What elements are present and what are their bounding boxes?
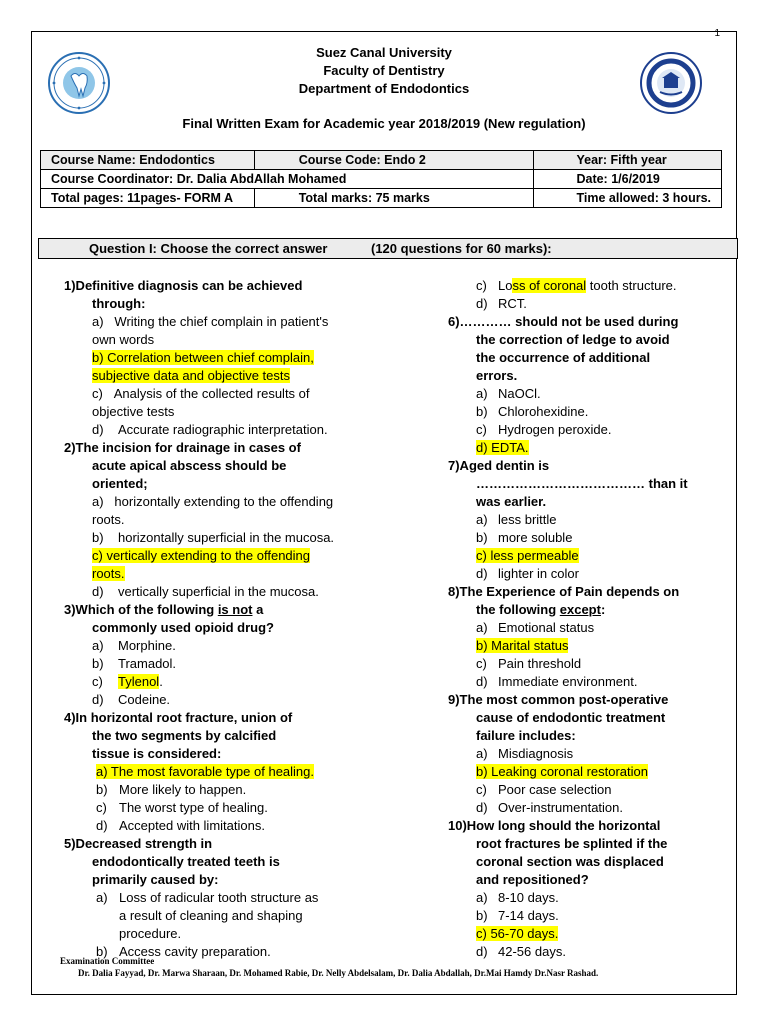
section-subtitle: (120 questions for 60 marks):: [371, 241, 552, 256]
question-4: [64, 709, 380, 835]
option-b-correct: b) Marital status: [476, 638, 569, 653]
option-a: a) NaOCl.: [476, 386, 541, 401]
question-stem: 1)Definitive diagnosis can be achieved through:: [64, 278, 303, 311]
option-b: b) More likely to happen.: [96, 782, 247, 797]
total-pages-cell: Total pages: 11pages- FORM A: [41, 189, 255, 208]
option-a: a) Emotional status: [476, 620, 595, 635]
option-a: a) Misdiagnosis: [476, 746, 574, 761]
option-b: b) Access cavity preparation.: [96, 944, 271, 959]
option-d: d) 42-56 days.: [476, 944, 566, 959]
time-allowed-cell: Time allowed: 3 hours.: [534, 189, 722, 208]
option-c-correct: c) vertically extending to the offending: [92, 548, 311, 563]
option-d: d) lighter in color: [476, 566, 579, 581]
option-a-cont: roots.: [92, 512, 125, 527]
university-header: [150, 44, 618, 98]
exam-title: Final Written Exam for Academic year 2018/2019 (New regulation): [182, 116, 586, 131]
option-list: [448, 889, 720, 961]
option-c-cont: objective tests: [92, 404, 175, 419]
year-cell: Year: Fifth year: [534, 151, 722, 170]
option-a-cont: procedure.: [119, 926, 182, 941]
table-row: [41, 151, 722, 170]
course-info-table: [40, 150, 722, 208]
question-5-continued: [448, 277, 720, 313]
option-a: a) Loss of radicular tooth structure as: [96, 890, 319, 905]
option-list: [448, 385, 720, 457]
option-b-cont: subjective data and objective tests: [92, 368, 291, 383]
option-list: [448, 745, 720, 817]
faculty-of-dentistry-logo-icon: [48, 52, 110, 114]
right-column: [448, 277, 720, 961]
option-d: d) Accurate radiographic interpretation.: [92, 422, 328, 437]
option-a-correct: a) The most favorable type of healing.: [96, 764, 314, 779]
option-d-correct: d) EDTA.: [476, 440, 529, 455]
question-8: [448, 583, 720, 691]
option-b: b) Tramadol.: [92, 656, 177, 671]
option-d: d) vertically superficial in the mucosa.: [92, 584, 319, 599]
table-row: [41, 189, 722, 208]
section-label: Question I: Choose the correct answer: [89, 241, 328, 256]
option-d: d) RCT.: [476, 296, 527, 311]
option-c-correct: c) 56-70 days.: [476, 926, 559, 941]
option-c: c) Analysis of the collected results of: [92, 386, 310, 401]
date-cell: Date: 1/6/2019: [534, 170, 722, 189]
faculty-name: Faculty of Dentistry: [323, 63, 445, 78]
option-list: [64, 889, 380, 961]
option-b: b) more soluble: [476, 530, 573, 545]
option-a-cont: a result of cleaning and shaping: [119, 908, 303, 923]
total-marks-cell: Total marks: 75 marks: [254, 189, 534, 208]
option-b-correct: b) Correlation between chief complain,: [92, 350, 314, 365]
option-list: [64, 493, 380, 601]
question-stem: 5)Decreased strength in endodontically treated teeth is primarily caused by:: [64, 836, 280, 887]
option-c-correct: c) Tylenol.: [92, 674, 163, 689]
question-stem: 4)In horizontal root fracture, union of the two segments by calcified tissue is considered:: [64, 710, 293, 761]
question-stem: 3)Which of the following is not a commonly used opioid drug?: [64, 602, 274, 635]
option-list: [448, 511, 720, 583]
question-3: [64, 601, 380, 709]
question-6: [448, 313, 720, 457]
coordinator-cell: Course Coordinator: Dr. Dalia AbdAllah Mohamed: [41, 170, 534, 189]
question-stem: 7)Aged dentin is ………………………………… than it was earlier.: [448, 458, 688, 509]
option-list: [448, 619, 720, 691]
option-c: c) Hydrogen peroxide.: [476, 422, 612, 437]
page-number: 1: [714, 28, 720, 39]
left-column: [64, 277, 380, 961]
table-row: [41, 170, 722, 189]
option-a: a) less brittle: [476, 512, 557, 527]
option-a-cont: own words: [92, 332, 155, 347]
option-a: a) horizontally extending to the offending: [92, 494, 334, 509]
option-c-correct: c) Loss of coronal tooth structure.: [476, 278, 677, 293]
course-name-cell: Course Name: Endodontics: [41, 151, 255, 170]
option-a: a) Writing the chief complain in patient's: [92, 314, 329, 329]
option-c: c) Poor case selection: [476, 782, 612, 797]
question-9: [448, 691, 720, 817]
question-7: [448, 457, 720, 583]
question-stem: 8)The Experience of Pain depends on the following except:: [448, 584, 680, 617]
option-b: b) 7-14 days.: [476, 908, 559, 923]
option-d: d) Over-instrumentation.: [476, 800, 623, 815]
option-d: d) Accepted with limitations.: [96, 818, 265, 833]
option-c: c) The worst type of healing.: [96, 800, 268, 815]
footer-committee-names: Dr. Dalia Fayyad, Dr. Marwa Sharaan, Dr. Mohamed Rabie, Dr. Nelly Abdelsalam, Dr. Dalia Abdallah, Dr.Mai Hamdy Dr.Nasr Rashad.: [78, 968, 599, 978]
department-name: Department of Endodontics: [298, 81, 470, 96]
option-a: a) 8-10 days.: [476, 890, 559, 905]
footer-title: Examination Committee: [60, 956, 155, 966]
option-d: d) Immediate environment.: [476, 674, 638, 689]
option-list: [64, 637, 380, 709]
option-list: [64, 313, 380, 439]
suez-canal-university-logo-icon: [640, 52, 702, 114]
option-c-cont: roots.: [92, 566, 125, 581]
question-5: [64, 835, 380, 961]
option-a: a) Morphine.: [92, 638, 176, 653]
university-name: Suez Canal University: [316, 45, 452, 60]
question-stem: 2)The incision for drainage in cases of acute apical abscess should be oriented;: [64, 440, 301, 491]
question-stem: 6)………… should not be used during the correction of ledge to avoid the occurrence of additional errors.: [448, 314, 679, 383]
question-stem: 9)The most common post-operative cause of endodontic treatment failure includes:: [448, 692, 669, 743]
option-b: b) Chlorohexidine.: [476, 404, 589, 419]
option-b-correct: b) Leaking coronal restoration: [476, 764, 648, 779]
course-code-cell: Course Code: Endo 2: [254, 151, 534, 170]
option-d: d) Codeine.: [92, 692, 171, 707]
question-2: [64, 439, 380, 601]
question-10: [448, 817, 720, 961]
section-header: [38, 238, 738, 259]
option-c: c) Pain threshold: [476, 656, 582, 671]
option-b: b) horizontally superficial in the mucosa.: [92, 530, 335, 545]
option-c-correct: c) less permeable: [476, 548, 579, 563]
option-list: [64, 763, 380, 835]
question-1: [64, 277, 380, 439]
question-stem: 10)How long should the horizontal root fractures be splinted if the coronal section was displaced and repositioned?: [448, 818, 668, 887]
